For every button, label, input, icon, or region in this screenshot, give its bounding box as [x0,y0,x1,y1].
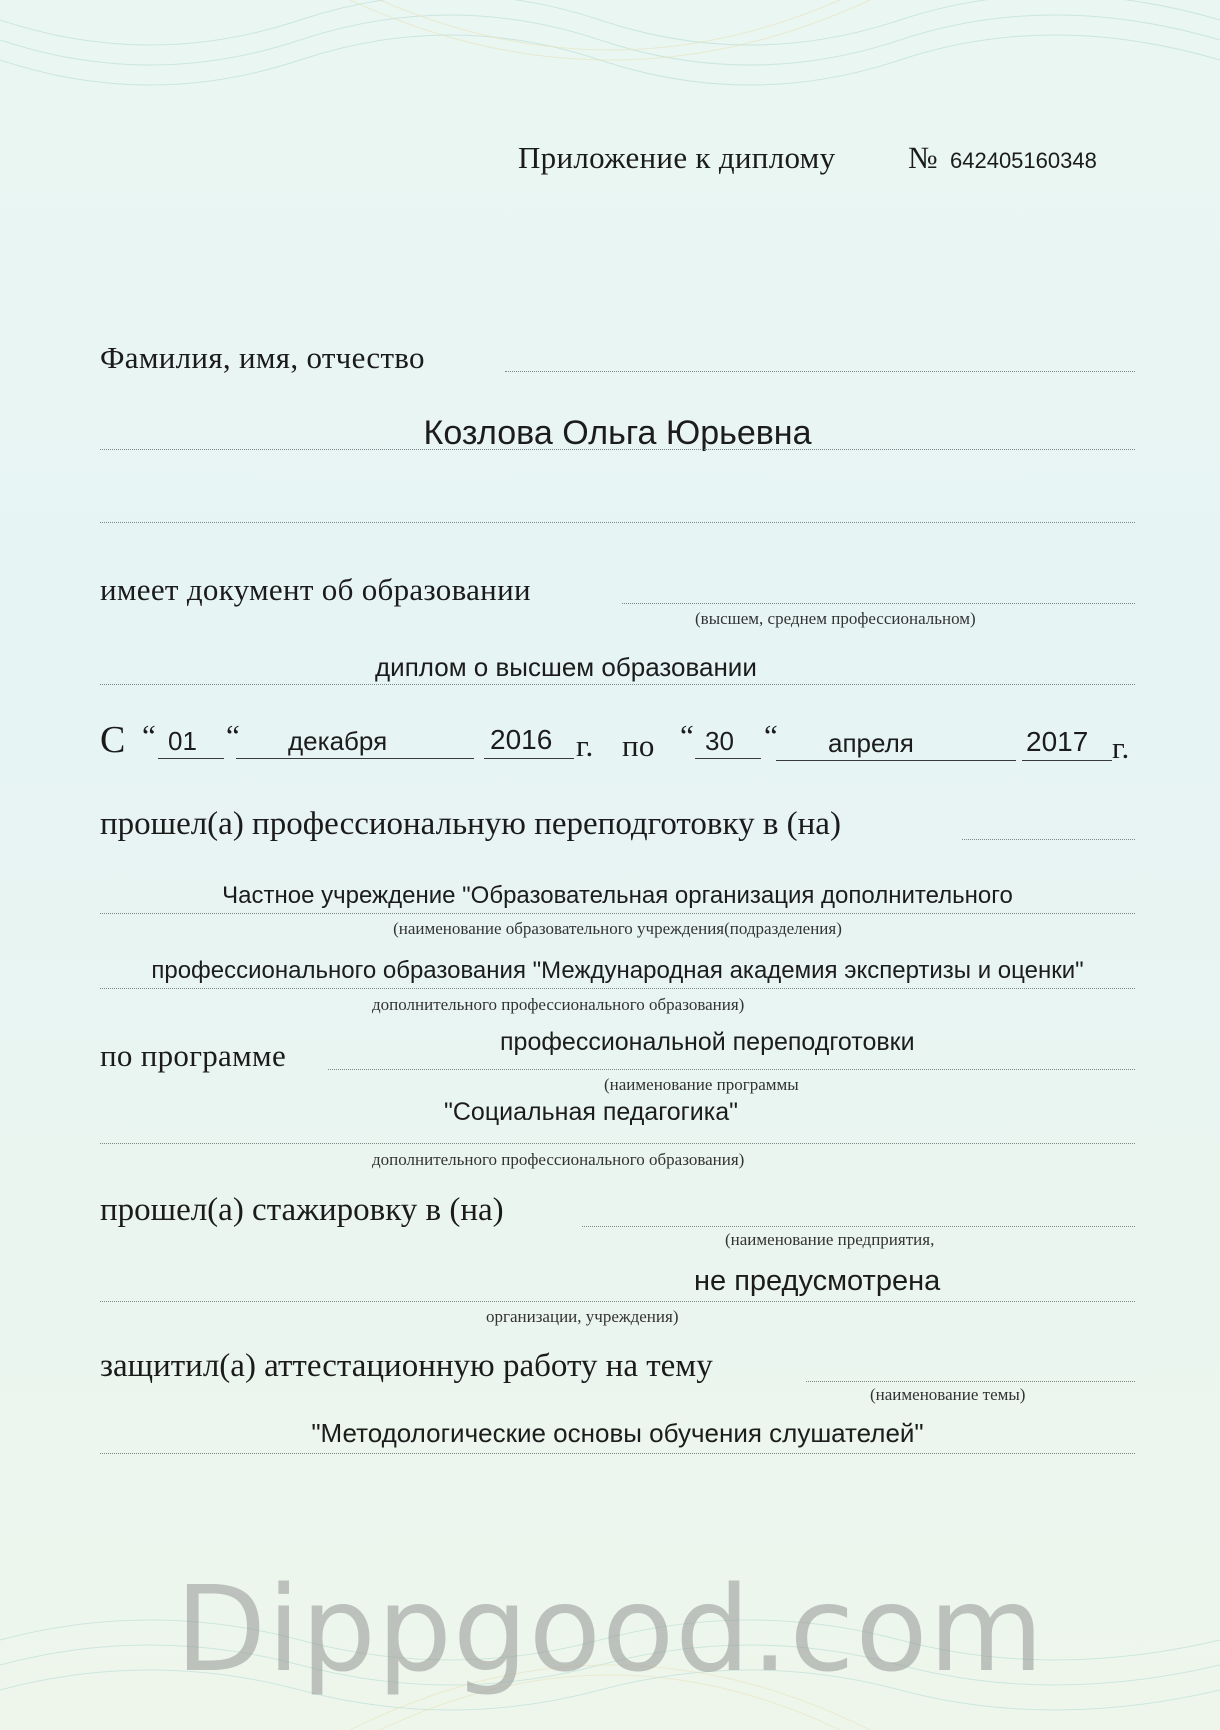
internship-label: прошел(а) стажировку в (на) [100,1192,504,1228]
program-line-2 [100,1143,1135,1144]
internship-value: не предусмотрена [694,1265,941,1297]
period-from-month: декабря [288,726,388,756]
fio-value: Козлова Ольга Юрьевна [423,414,812,452]
fio-line-1 [505,371,1135,372]
period-to-year-line [1022,760,1112,761]
thesis-value: "Методологические основы обучения слушателей" [311,1418,924,1448]
thesis-line-1 [806,1381,1135,1382]
program-value-2: "Социальная педагогика" [444,1098,739,1126]
retraining-hint-1: (наименование образовательного учреждения(подразделения) [393,919,842,938]
watermark: Dippgood.com [175,1560,1045,1698]
thesis-line-2 [100,1453,1135,1454]
header-title: Приложение к диплому [518,140,836,175]
retraining-hint-2: дополнительного профессионального образования) [372,995,745,1014]
period-from-open-quote: “ [142,718,157,753]
education-doc-hint: (высшем, среднем профессиональном) [695,609,976,628]
education-doc-value: диплом о высшем образовании [375,652,757,682]
period-from-prefix: С [100,719,126,761]
education-doc-label: имеет документ об образовании [100,572,531,607]
education-doc-line-1 [622,603,1135,604]
number-sign: № [908,140,938,175]
fio-line-3 [100,522,1135,523]
period-from-month-line [236,758,474,759]
internship-hint-1: (наименование предприятия, [725,1230,935,1249]
thesis-label: защитил(а) аттестационную работу на тему [100,1348,713,1384]
program-line-1 [328,1069,1135,1070]
thesis-hint: (наименование темы) [870,1385,1026,1404]
period-from-day: 01 [168,726,197,756]
period-to-close-quote: “ [764,718,779,753]
fio-line-2 [100,449,1135,450]
diploma-number: 642405160348 [950,148,1097,173]
period-to-open-quote: “ [680,718,695,753]
period-to-year: 2017 [1026,726,1089,757]
period-to-month-line [776,760,1016,761]
program-hint-2: дополнительного профессионального образования) [372,1150,745,1169]
period-from-year: 2016 [490,724,553,755]
retraining-label: прошел(а) профессиональную переподготовку в (на) [100,806,841,842]
fio-label: Фамилия, имя, отчество [100,340,425,375]
internship-hint-2: организации, учреждения) [486,1307,679,1326]
period-to-day-line [695,758,761,759]
program-label: по программе [100,1038,286,1073]
retraining-org-line-1: Частное учреждение "Образовательная организация дополнительного [222,882,1013,909]
period-to-day: 30 [705,726,734,756]
internship-line-1 [582,1226,1135,1227]
retraining-line-1 [962,839,1135,840]
period-from-year-suffix: г. [576,728,594,763]
period-from-year-line [484,758,574,759]
program-value-1: профессиональной переподготовки [500,1028,915,1056]
period-to-word: по [622,728,655,763]
retraining-line-3 [100,988,1135,989]
education-doc-line-2 [100,684,1135,685]
period-from-day-line [158,758,224,759]
period-to-month: апреля [828,728,914,758]
period-from-close-quote: “ [226,718,241,753]
internship-line-2 [100,1301,1135,1302]
retraining-org-line-2: профессионального образования "Международная академия экспертизы и оценки" [151,957,1084,984]
retraining-line-2 [100,913,1135,914]
program-hint-1: (наименование программы [604,1075,799,1094]
period-to-year-suffix: г. [1112,730,1130,765]
